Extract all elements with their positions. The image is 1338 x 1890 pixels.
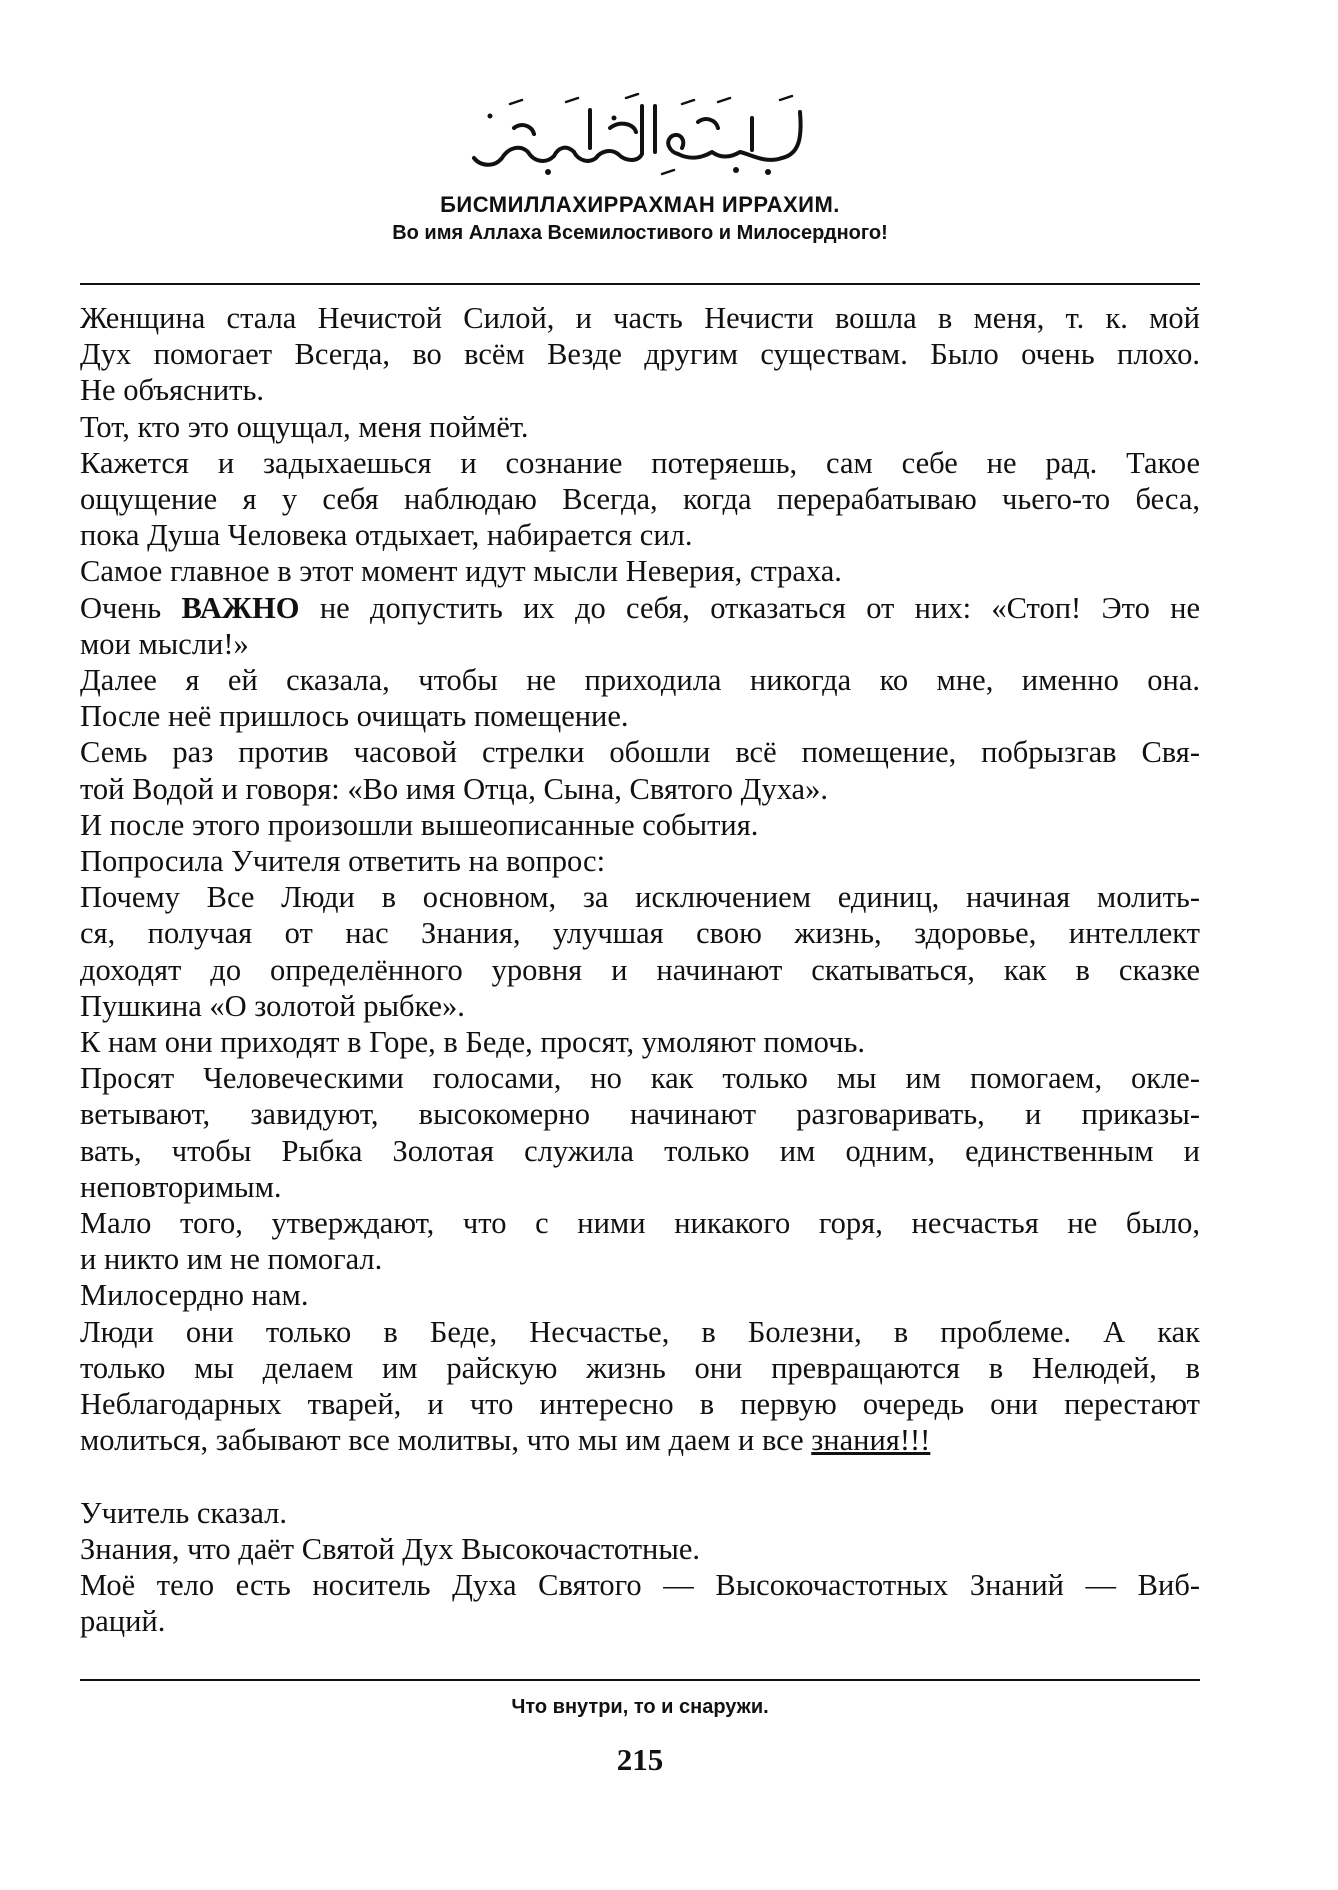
text-segment: молиться, забывают все молитвы, что мы им даем и все [80,1423,804,1458]
footer-motto: Что внутри, то и снаружи. [511,1696,769,1718]
text-line: Попросила Учителя ответить на вопрос: [80,844,606,879]
text-line: После неё пришлось очищать помещение. [80,699,629,734]
text-line: Почему Все Люди в основном, за исключением единиц, начиная молить- [80,880,1200,915]
paragraph-gap [80,1459,1200,1495]
text-line: ощущение я у себя наблюдаю Всегда, когда перерабатываю чьего-то беса, [80,482,1200,517]
header-subtitle: Во имя Аллаха Всемилостивого и Милосердного! [392,222,888,244]
text-line: Пушкина «О золотой рыбке». [80,988,465,1023]
page-number: 215 [616,1742,664,1777]
footer-divider [80,1679,1200,1681]
text-line: пока Душа Человека отдыхает, набирается сил. [80,518,693,553]
text-line: Люди они только в Беде, Несчастье, в Болезни, в проблеме. А как [80,1314,1200,1349]
underlined-word: знания!!! [811,1423,931,1458]
text-line: И после этого произошли вышеописанные события. [80,807,759,842]
basmala-calligraphy-icon [450,88,830,182]
text-line: Дух помогает Всегда, во всём Везде другим существам. Было очень плохо. [80,337,1200,372]
header-title: БИСМИЛЛАХИРРАХМАН ИРРАХИМ. [440,192,840,217]
text-line: Неблагодарных тварей, и что интересно в первую очередь они перестают [80,1387,1200,1422]
text-segment: не допустить их до себя, отказаться от них: «Стоп! Это не [319,590,1201,625]
text-line [80,590,1200,626]
text-line: К нам они приходят в Горе, в Беде, просят, умоляют помочь. [80,1025,866,1060]
body-text [80,300,1200,1640]
text-line: Далее я ей сказала, чтобы не приходила никогда ко мне, именно она. [80,663,1200,698]
text-line: Самое главное в этот момент идут мысли Неверия, страха. [80,554,842,589]
text-line: той Водой и говоря: «Во имя Отца, Сына, Святого Духа». [80,771,828,806]
header-divider [80,283,1200,285]
text-line: Не объяснить. [80,373,265,408]
emphasis-important: ВАЖНО [181,590,300,625]
text-line: Милосердно нам. [80,1278,309,1313]
text-line: Семь раз против часовой стрелки обошли всё помещение, побрызгав Свя- [80,735,1200,770]
text-line: Тот, кто это ощущал, меня поймёт. [80,409,529,444]
text-line: Знания, что даёт Святой Дух Высокочастотные. [80,1531,701,1566]
text-line: ветывают, завидуют, высокомерно начинают разговаривать, и приказы- [80,1097,1200,1132]
text-line: неповторимым. [80,1169,282,1204]
text-line: Женщина стала Нечистой Силой, и часть Нечисти вошла в меня, т. к. мой [80,301,1200,335]
text-segment: Очень [80,590,162,625]
text-line: доходят до определённого уровня и начинают скатываться, как в сказке [80,952,1200,987]
text-line: ся, получая от нас Знания, улучшая свою жизнь, здоровье, интеллект [80,916,1200,951]
text-line: только мы делаем им райскую жизнь они превращаются в Нелюдей, в [80,1350,1200,1385]
text-line: и никто им не помогал. [80,1242,383,1277]
text-line: мои мысли!» [80,626,249,661]
text-line [80,1422,1200,1458]
text-line: раций. [80,1604,166,1639]
text-line: Просят Человеческими голосами, но как только мы им помогаем, окле- [80,1061,1200,1096]
text-line: вать, чтобы Рыбка Золотая служила только им одним, единственным и [80,1133,1200,1168]
text-line: Моё тело есть носитель Духа Святого — Высокочастотных Знаний — Виб- [80,1568,1200,1603]
text-line: Мало того, утверждают, что с ними никакого горя, несчастья не было, [80,1206,1200,1241]
text-line: Кажется и задыхаешься и сознание потеряешь, сам себе не рад. Такое [80,445,1200,480]
text-line: Учитель сказал. [80,1495,288,1530]
page-header [80,88,1200,245]
